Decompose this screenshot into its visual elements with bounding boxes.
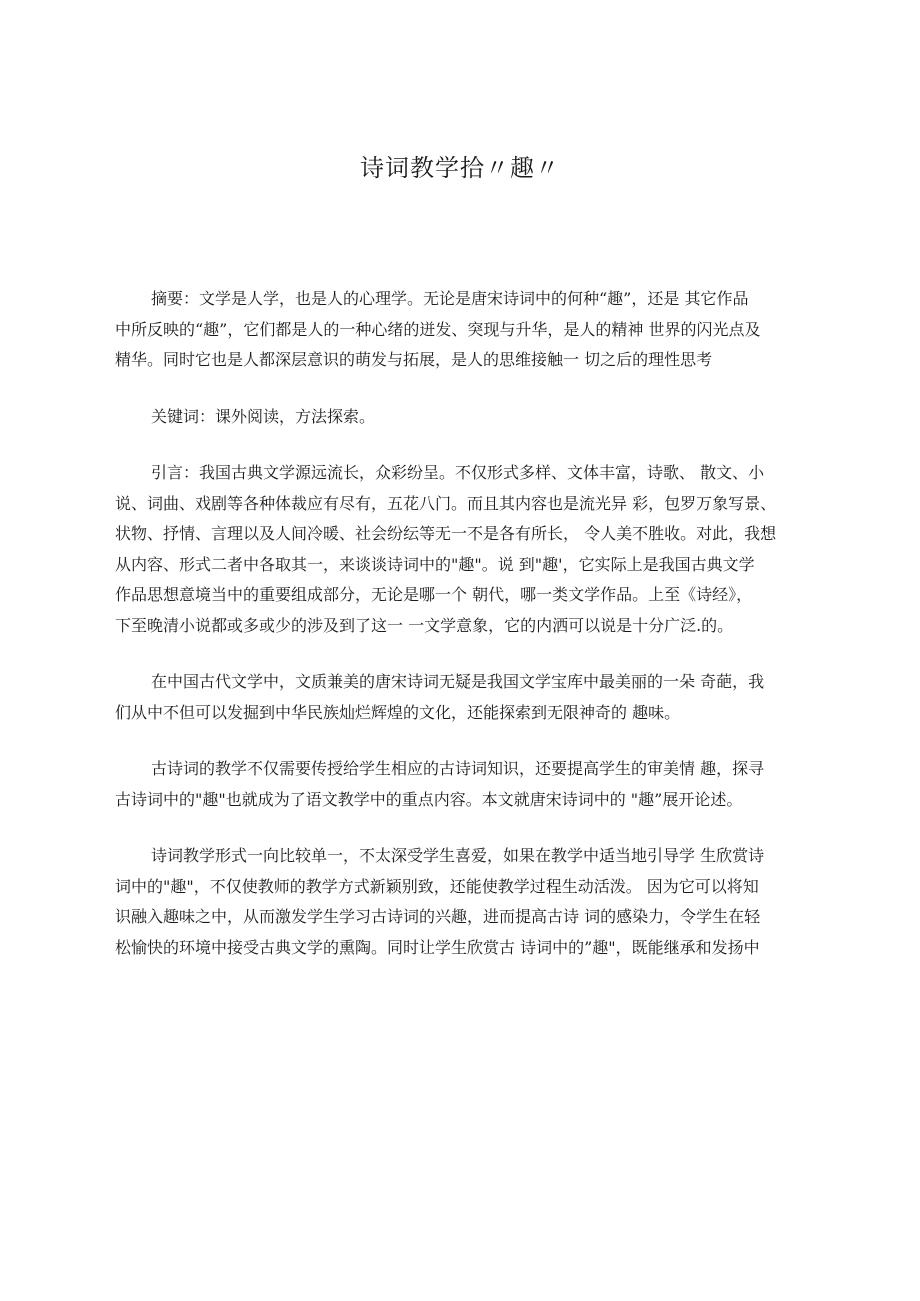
text-line: 们从中不但可以发掘到中华民族灿烂辉煌的文化，还能探索到无限神奇的 趣味。	[115, 702, 681, 722]
text-line: 中所反映的“趣”，它们都是人的一种心绪的迸发、突现与升华，是人的精神 世界的闪光点及	[115, 319, 761, 339]
text-line: 说、词曲、戏剧等各种体裁应有尽有，五花八门。而且其内容也是流光异 彩，包罗万象写景、	[115, 493, 777, 513]
text-line: 从内容、形式二者中各取其一，来谈谈诗词中的"趣"。说 到"趣'，它实际上是我国古典文学	[115, 554, 755, 574]
paragraph-keywords	[115, 402, 815, 433]
text-line: 下至晚清小说都或多或少的涉及到了这一 一文学意象，它的内洒可以说是十分广泛.的。	[115, 615, 734, 635]
paragraph-paragraph-tang-song	[115, 667, 815, 728]
text-line: 词中的"趣"，不仅使教师的教学方式新颖别致，还能使教学过程生动活泼。 因为它可以将知	[115, 876, 759, 896]
text-line: 摘要：文学是人学，也是人的心理学。无论是唐宋诗词中的何种“趣”，还是 其它作品	[151, 289, 749, 308]
paragraph-abstract	[115, 284, 815, 376]
text-line: 作品思想意境当中的重要组成部分，无论是哪一个 朝代，哪一类文学作品。上至《诗经》，	[115, 585, 753, 604]
text-line: 状物、抒情、言理以及人间冷暖、社会纷纭等无一不是各有所长， 令人美不胜收。对此，我想	[115, 524, 777, 543]
text-line: 识融入趣味之中，从而激发学生学习古诗词的兴趣，进而提高古诗 词的感染力，令学生在轻	[115, 907, 761, 926]
text-line: 在中国古代文学中，文质兼美的唐宋诗词无疑是我国文学宝库中最美丽的一朵 奇葩，我	[151, 672, 765, 691]
paragraph-paragraph-teaching	[115, 754, 815, 815]
text-line: 引言：我国古典文学源远流长，众彩纷呈。不仅形式多样、文体丰富，诗歌、 散文、小	[151, 463, 765, 482]
document-body	[115, 284, 815, 989]
text-line: 古诗词中的"趣"也就成为了语文教学中的重点内容。本文就唐宋诗词中的 "趣”展开论述。	[115, 789, 743, 809]
paragraph-paragraph-form	[115, 841, 815, 963]
text-line: 古诗词的教学不仅需要传授给学生相应的古诗词知识，还要提高学生的审美情 趣，探寻	[151, 759, 765, 778]
paragraph-introduction	[115, 458, 815, 641]
page-title: 诗词教学拾〃趣〃	[360, 154, 560, 182]
text-line: 精华。同时它也是人都深层意识的萌发与拓展，是人的思维接触一 切之后的理性思考	[115, 350, 713, 369]
text-line: 关键词：课外阅读，方法探索。	[151, 406, 376, 426]
text-line: 松愉快的环境中接受古典文学的熏陶。同时让学生欣赏古 诗词中的”趣"，既能继承和发扬中	[115, 937, 760, 957]
text-line: 诗词教学形式一向比较单一，不太深受学生喜爱，如果在教学中适当地引导学 生欣赏诗	[151, 846, 765, 865]
